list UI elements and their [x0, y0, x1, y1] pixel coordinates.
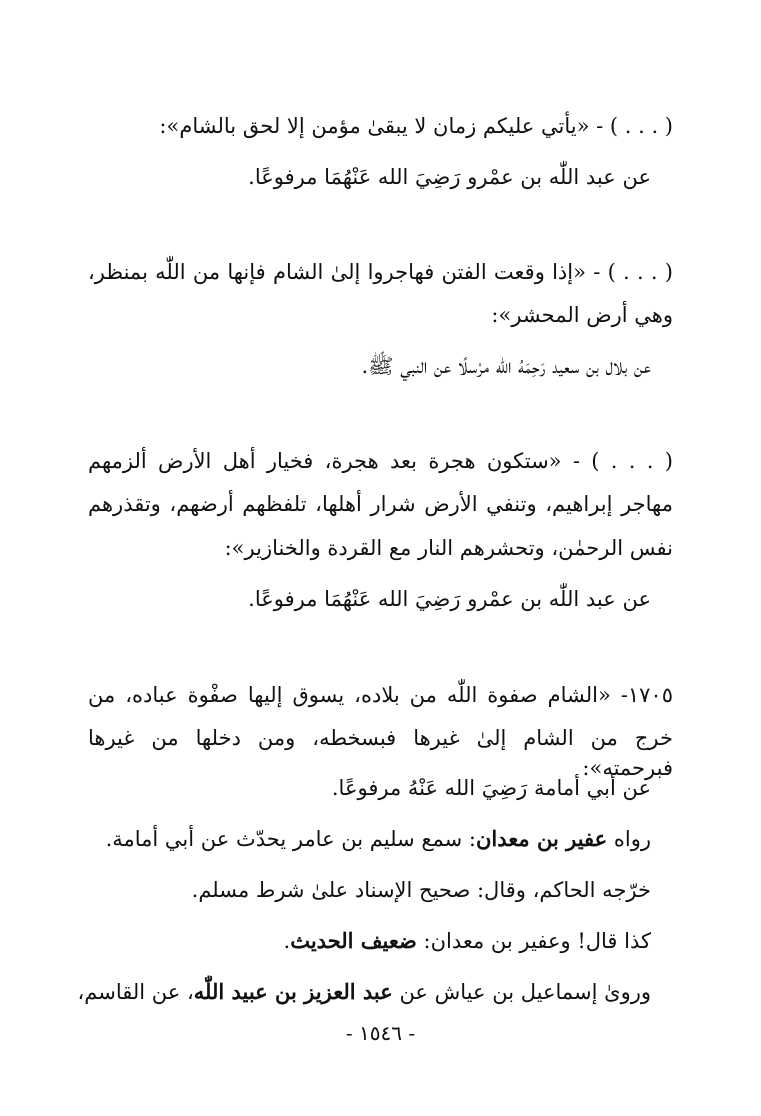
hadith-3-text-line-1: ( . . . ) - «ستكون هجرة بعد هجرة، فخيار أهل الأرض ألزمهم	[88, 449, 673, 473]
hadith-1705-text-line-2: خرج من الشام إلىٰ غيرها فبسخطه، ومن دخلها من غيرها فبرحمته»:	[88, 726, 673, 780]
commentary-text: : سمع سليم بن عامر يحدّث عن أبي أمامة.	[105, 827, 476, 851]
grading-label: ضعيف الحديث	[290, 928, 417, 953]
commentary-line-2: خرّجه الحاكم، وقال: صحيح الإسناد علىٰ شرط مسلم.	[191, 878, 651, 902]
commentary-text: كذا قال! وعفير بن معدان:	[416, 929, 651, 953]
hadith-1705-attribution: عن أبي أمامة رَضِيَ الله عَنْهُ مرفوعًا.	[331, 776, 651, 800]
commentary-text: ، عن القاسم،	[77, 980, 194, 1004]
hadith-3-text-line-2: مهاجر إبراهيم، وتنفي الأرض شرار أهلها، تلفظهم أرضهم، وتقذرهم	[88, 492, 673, 516]
page-number: - ١٥٤٦ -	[345, 1021, 416, 1045]
hadith-1-text: ( . . . ) - «يأتي عليكم زمان لا يبقىٰ مؤمن إلا لحق بالشام»:	[159, 114, 673, 138]
hadith-1-attribution: عن عبد اللّٰه بن عمْرو رَضِيَ الله عَنْهُمَا مرفوعًا.	[248, 165, 651, 189]
hadith-1705-text-line-1: ١٧٠٥- «الشام صفوة اللّٰه من بلاده، يسوق إليها صفْوة عباده، من	[88, 683, 673, 707]
narrator-name: عفير بن معدان	[476, 826, 608, 851]
hadith-3-attribution: عن عبد اللّٰه بن عمْرو رَضِيَ الله عَنْهُمَا مرفوعًا.	[248, 587, 651, 611]
hadith-3-text-line-3: نفس الرحمٰن، وتحشرهم النار مع القردة والخنازير»:	[224, 536, 673, 560]
commentary-line-1	[106, 824, 651, 854]
commentary-line-3	[284, 926, 651, 956]
hadith-2-attribution: عن بلال بن سعيد رَحِمَهُ الله مرْسلًا عن النبي ﷺ.	[361, 354, 651, 378]
commentary-text: .	[283, 929, 291, 953]
hadith-2-text-line-2: وهي أرض المحشر»:	[491, 303, 673, 327]
narrator-name: عبد العزيز بن عبيد اللّٰه	[193, 979, 393, 1004]
commentary-text: وروىٰ إسماعيل بن عياش عن	[392, 980, 651, 1004]
commentary-text: رواه	[607, 827, 651, 851]
commentary-line-4	[77, 977, 651, 1007]
hadith-2-text-line-1: ( . . . ) - «إذا وقعت الفتن فهاجروا إلىٰ الشام فإنها من اللّٰه بمنظر،	[88, 260, 673, 284]
